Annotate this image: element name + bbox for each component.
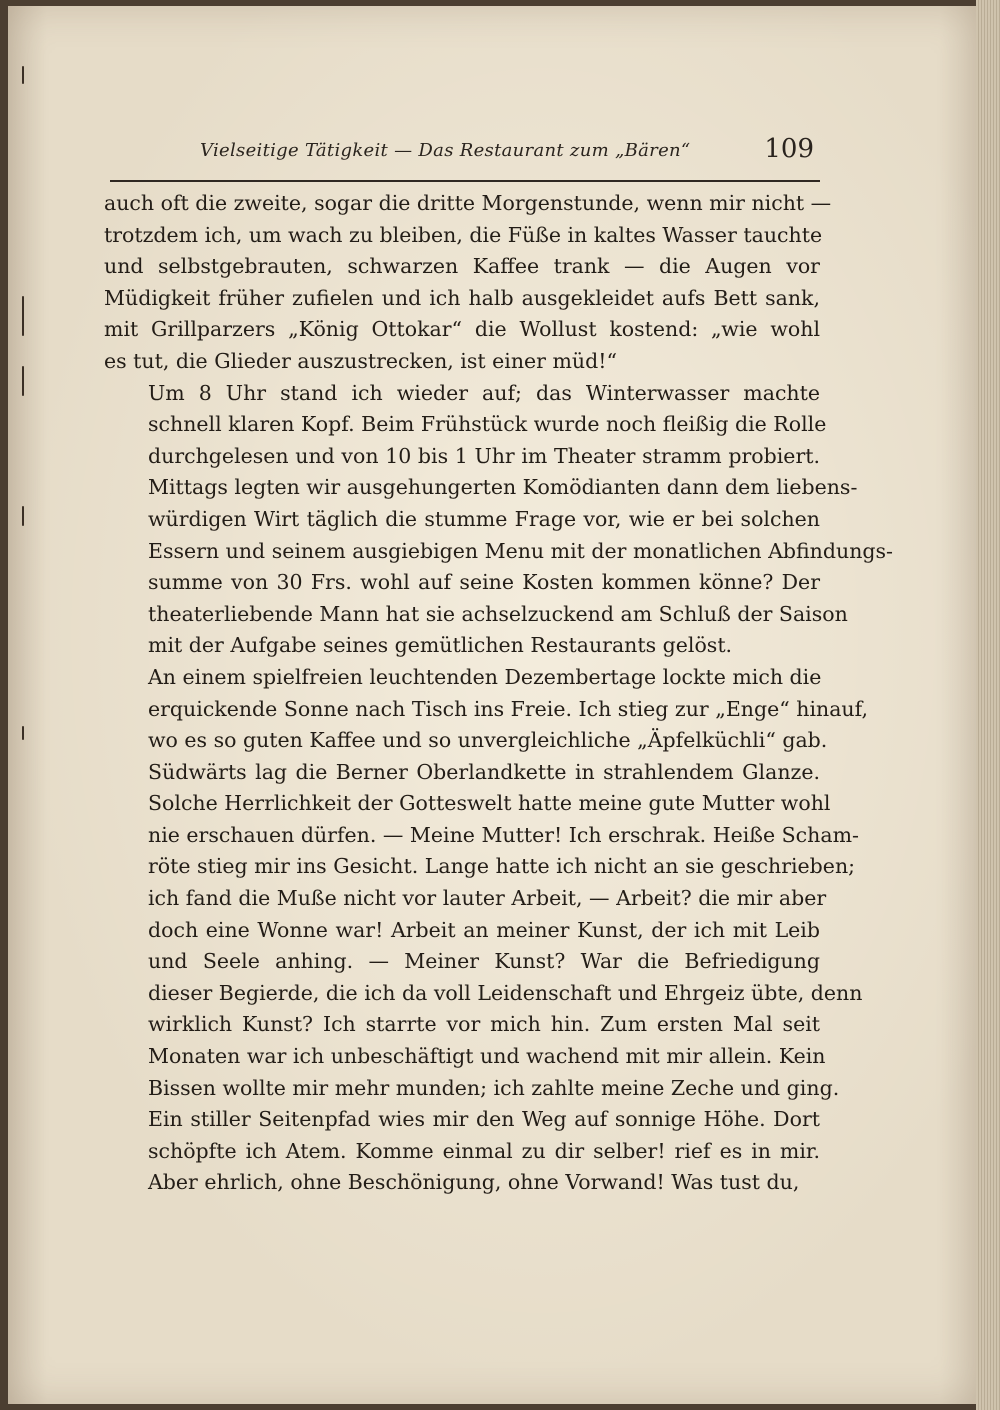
text-line: wo es so guten Kaffee und so unvergleichliche „Äpfelküchli“ gab. <box>148 728 828 753</box>
text-line: theaterliebende Mann hat sie achselzuckend am Schluß der Saison <box>148 601 848 626</box>
header-rule <box>110 180 820 182</box>
text-line: mit Grillparzers „König Ottokar“ die Wollust kostend: „wie wohl <box>104 317 820 342</box>
text-line: trotzdem ich, um wach zu bleiben, die Füße in kaltes Wasser tauchte <box>104 222 823 247</box>
text-line: auch oft die zweite, sogar die dritte Morgenstunde, wenn mir nicht — <box>104 191 832 215</box>
text-line: dieser Begierde, die ich da voll Leidenschaft und Ehrgeiz übte, denn <box>148 980 863 1005</box>
body-text <box>104 188 893 1199</box>
text-line: Bissen wollte mir mehr munden; ich zahlte meine Zeche und ging. <box>148 1075 840 1100</box>
text-line: Essern und seinem ausgiebigen Menu mit der monatlichen Abfindungs- <box>148 538 893 563</box>
text-line: summe von 30 Frs. wohl auf seine Kosten kommen könne? Der <box>148 570 820 595</box>
paragraph <box>104 378 893 662</box>
text-line: Müdigkeit früher zufielen und ich halb ausgekleidet aufs Bett sank, <box>104 285 820 310</box>
text-line: erquickende Sonne nach Tisch ins Freie. Ich stieg zur „Enge“ hinauf, <box>148 696 869 721</box>
text-line: würdigen Wirt täglich die stumme Frage vor, wie er bei solchen <box>148 506 820 531</box>
text-line: nie erschauen dürfen. — Meine Mutter! Ich erschrak. Heiße Scham- <box>148 822 859 847</box>
text-line: doch eine Wonne war! Arbeit an meiner Kunst, der ich mit Leib <box>148 917 820 942</box>
text-line: Ein stiller Seitenpfad wies mir den Weg auf sonnige Höhe. Dort <box>148 1107 820 1132</box>
binding-marks <box>22 66 28 766</box>
text-line: Solche Herrlichkeit der Gotteswelt hatte meine gute Mutter wohl <box>148 791 831 816</box>
text-line: und selbstgebrauten, schwarzen Kaffee trank — die Augen vor <box>104 254 820 279</box>
page-header <box>200 128 820 168</box>
text-line: ich fand die Muße nicht vor lauter Arbeit, — Arbeit? die mir aber <box>148 886 827 911</box>
text-line: schnell klaren Kopf. Beim Frühstück wurde noch fleißig die Rolle <box>148 412 827 437</box>
page-edges <box>976 0 1000 1410</box>
text-line: wirklich Kunst? Ich starrte vor mich hin. Zum ersten Mal seit <box>148 1012 820 1037</box>
text-line: röte stieg mir ins Gesicht. Lange hatte ich nicht an sie geschrieben; <box>148 854 856 879</box>
text-line: mit der Aufgabe seines gemütlichen Restaurants gelöst. <box>148 633 733 658</box>
text-line: Aber ehrlich, ohne Beschönigung, ohne Vorwand! Was tust du, <box>148 1170 800 1195</box>
running-head: Vielseitige Tätigkeit — Das Restaurant zum „Bären“ <box>200 140 691 161</box>
text-line: und Seele anhing. — Meiner Kunst? War die Befriedigung <box>148 949 820 974</box>
paragraph <box>104 662 869 1199</box>
text-line: Monaten war ich unbeschäftigt und wachend mit mir allein. Kein <box>148 1044 826 1069</box>
text-line: es tut, die Glieder auszustrecken, ist einer müd!“ <box>104 348 617 373</box>
text-line: durchgelesen und von 10 bis 1 Uhr im Theater stramm probiert. <box>148 443 820 468</box>
text-line: Mittags legten wir ausgehungerten Komödianten dann dem liebens- <box>148 475 858 500</box>
text-line: Um 8 Uhr stand ich wieder auf; das Winterwasser machte <box>148 380 820 405</box>
text-line: schöpfte ich Atem. Komme einmal zu dir selber! rief es in mir. <box>148 1138 820 1163</box>
paragraph <box>104 188 832 378</box>
text-line: An einem spielfreien leuchtenden Dezembertage lockte mich die <box>148 664 822 689</box>
text-line: Südwärts lag die Berner Oberlandkette in strahlendem Glanze. <box>148 759 820 784</box>
page-number: 109 <box>764 134 814 164</box>
